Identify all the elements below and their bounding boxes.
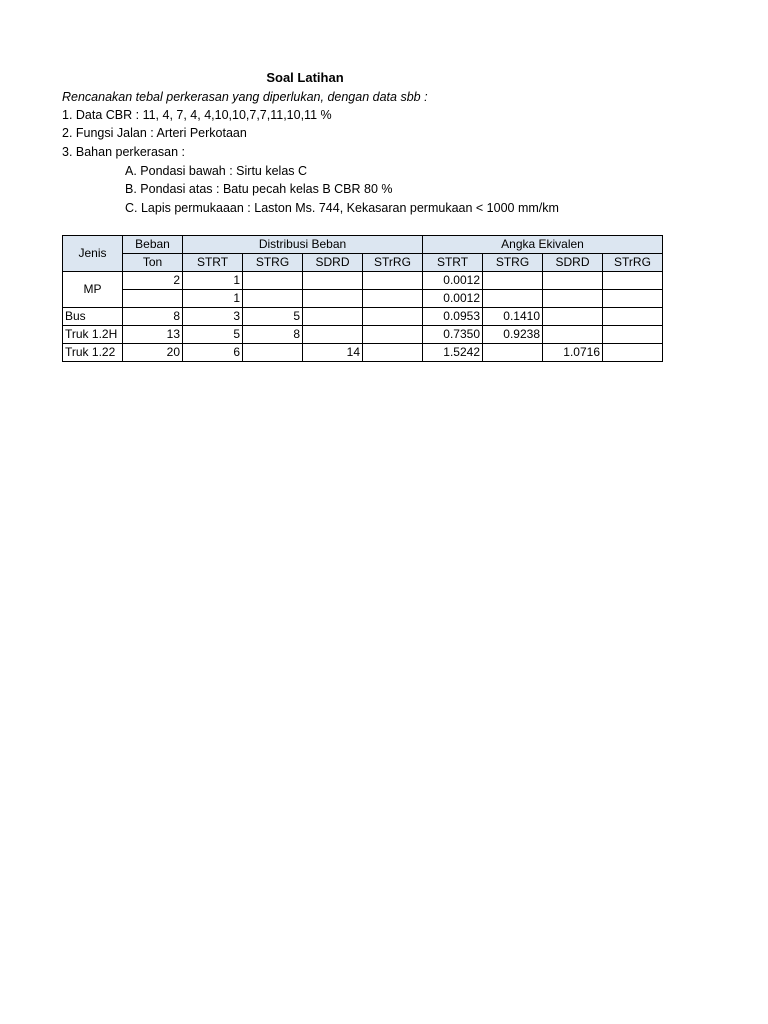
cell-jenis: Bus <box>63 308 123 326</box>
cell-jenis: MP <box>63 272 123 308</box>
cell-dist-strrg <box>363 326 423 344</box>
cell-ton: 2 <box>123 272 183 290</box>
header-dist-strg: STRG <box>243 254 303 272</box>
header-distribusi-beban: Distribusi Beban <box>183 236 423 254</box>
cell-angka-sdrd: 1.0716 <box>543 344 603 362</box>
cell-angka-sdrd <box>543 290 603 308</box>
cell-jenis: Truk 1.2H <box>63 326 123 344</box>
cell-angka-strrg <box>603 344 663 362</box>
header-dist-strrg: STrRG <box>363 254 423 272</box>
header-ton: Ton <box>123 254 183 272</box>
header-dist-sdrd: SDRD <box>303 254 363 272</box>
cell-angka-strg: 0.9238 <box>483 326 543 344</box>
cell-dist-strg <box>243 344 303 362</box>
data-table <box>62 235 663 362</box>
item-fungsi-jalan: 2. Fungsi Jalan : Arteri Perkotaan <box>62 126 247 140</box>
cell-dist-strt: 3 <box>183 308 243 326</box>
cell-dist-strrg <box>363 290 423 308</box>
header-angka-strrg: STrRG <box>603 254 663 272</box>
cell-angka-strt: 0.0012 <box>423 272 483 290</box>
sub-item-b: B. Pondasi atas : Batu pecah kelas B CBR 80 % <box>125 182 393 196</box>
cell-angka-strt: 0.0953 <box>423 308 483 326</box>
cell-dist-strt: 1 <box>183 290 243 308</box>
cell-angka-strg <box>483 344 543 362</box>
cell-dist-strt: 6 <box>183 344 243 362</box>
cell-angka-strt: 0.7350 <box>423 326 483 344</box>
header-angka-ekivalen: Angka Ekivalen <box>423 236 663 254</box>
header-dist-strt: STRT <box>183 254 243 272</box>
sub-item-a: A. Pondasi bawah : Sirtu kelas C <box>125 164 308 178</box>
header-row-2 <box>63 254 663 272</box>
cell-angka-strt: 0.0012 <box>423 290 483 308</box>
cell-angka-sdrd <box>543 308 603 326</box>
cell-dist-strg: 8 <box>243 326 303 344</box>
item-cbr: 1. Data CBR : 11, 4, 7, 4, 4,10,10,7,7,11,10,11 % <box>62 108 332 122</box>
cell-angka-sdrd <box>543 272 603 290</box>
cell-angka-strrg <box>603 326 663 344</box>
cell-jenis: Truk 1.22 <box>63 344 123 362</box>
cell-dist-sdrd <box>303 272 363 290</box>
cell-angka-strg: 0.1410 <box>483 308 543 326</box>
cell-angka-sdrd <box>543 326 603 344</box>
item-bahan: 3. Bahan perkerasan : <box>62 145 185 159</box>
cell-angka-strg <box>483 290 543 308</box>
cell-ton: 8 <box>123 308 183 326</box>
table-row <box>63 308 663 326</box>
cell-angka-strrg <box>603 272 663 290</box>
cell-dist-sdrd <box>303 290 363 308</box>
header-jenis: Jenis <box>63 236 123 272</box>
header-beban: Beban <box>123 236 183 254</box>
sub-item-c: C. Lapis permukaaan : Laston Ms. 744, Kekasaran permukaan < 1000 mm/km <box>125 201 559 215</box>
header-angka-sdrd: SDRD <box>543 254 603 272</box>
cell-dist-strt: 5 <box>183 326 243 344</box>
table-row <box>63 326 663 344</box>
page-title: Soal Latihan <box>266 70 344 85</box>
cell-dist-strrg <box>363 344 423 362</box>
cell-ton: 13 <box>123 326 183 344</box>
table-row <box>63 272 663 290</box>
cell-dist-sdrd <box>303 326 363 344</box>
header-angka-strt: STRT <box>423 254 483 272</box>
cell-dist-strrg <box>363 308 423 326</box>
cell-dist-sdrd <box>303 308 363 326</box>
cell-ton: 20 <box>123 344 183 362</box>
cell-dist-strg <box>243 290 303 308</box>
cell-angka-strt: 1.5242 <box>423 344 483 362</box>
cell-dist-strrg <box>363 272 423 290</box>
cell-angka-strrg <box>603 290 663 308</box>
cell-dist-strg: 5 <box>243 308 303 326</box>
header-row-1 <box>63 236 663 254</box>
cell-dist-strt: 1 <box>183 272 243 290</box>
cell-ton <box>123 290 183 308</box>
cell-dist-sdrd: 14 <box>303 344 363 362</box>
intro-text: Rencanakan tebal perkerasan yang diperlukan, dengan data sbb : <box>62 90 428 104</box>
cell-dist-strg <box>243 272 303 290</box>
table-row <box>63 290 663 308</box>
header-angka-strg: STRG <box>483 254 543 272</box>
table-row <box>63 344 663 362</box>
cell-angka-strg <box>483 272 543 290</box>
cell-angka-strrg <box>603 308 663 326</box>
